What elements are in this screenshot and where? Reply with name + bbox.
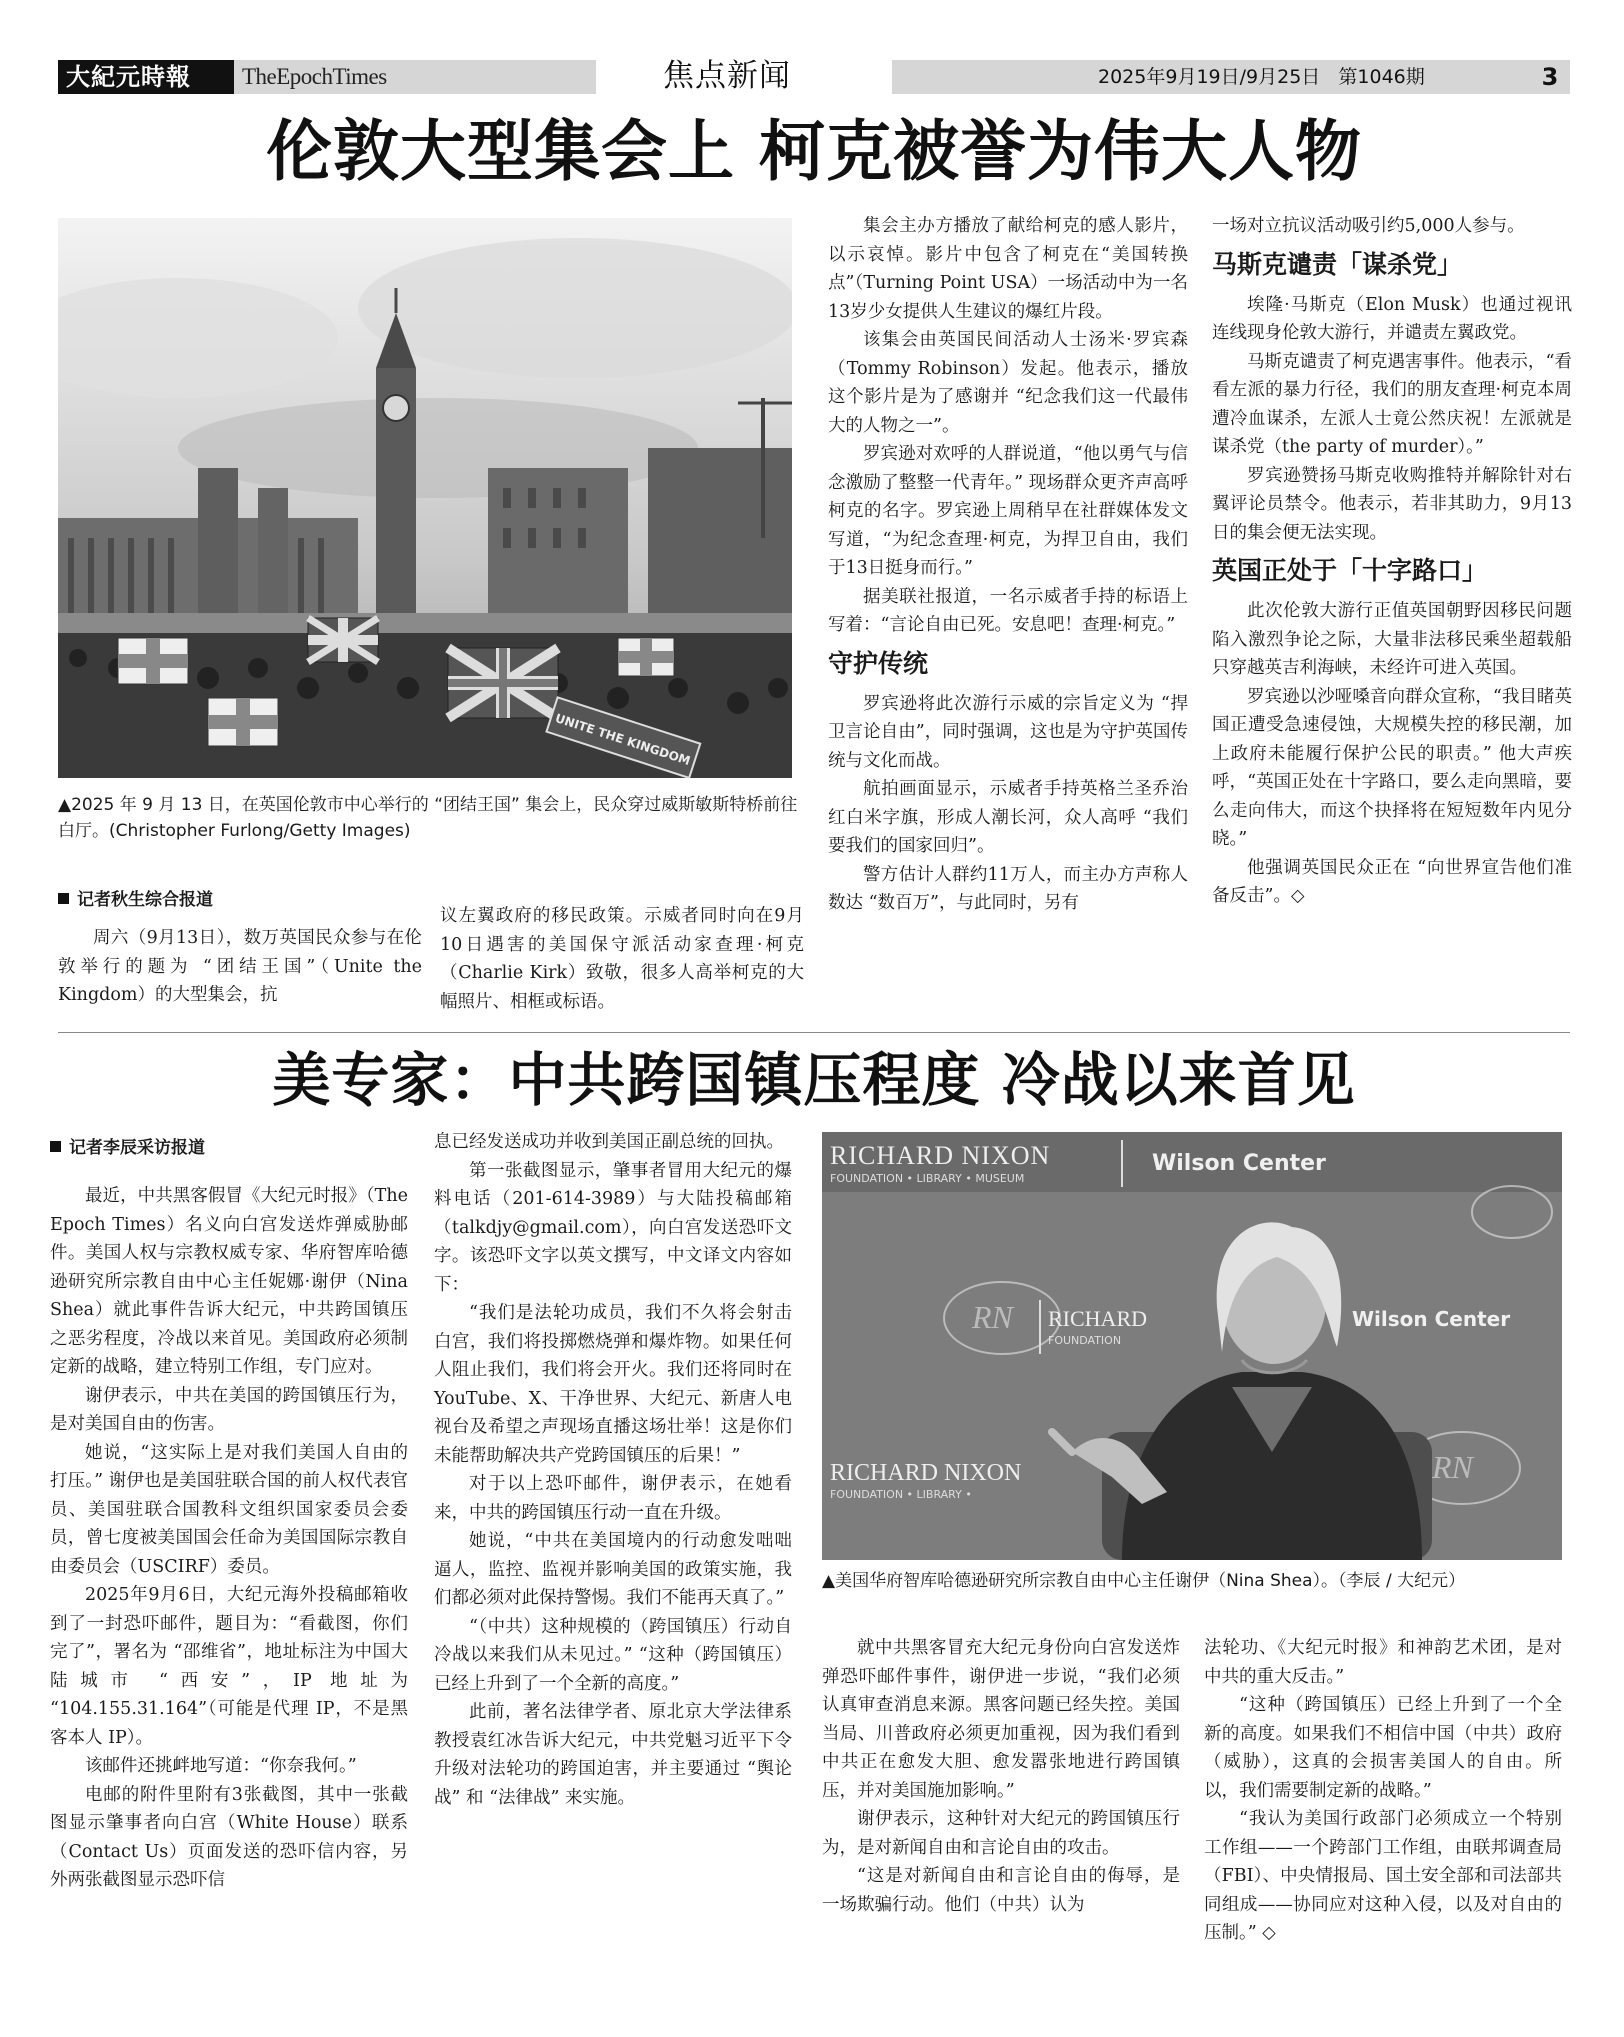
section-title: 焦点新闻 <box>663 58 791 94</box>
paragraph: 集会主办方播放了献给柯克的感人影片，以示哀悼。影片中包含了柯克在“美国转换点”（Turning Point USA）一场活动中为一名13岁少女提供人生建议的爆红片段。 <box>828 216 1188 322</box>
article2-col1 <box>50 1182 408 1895</box>
paragraph: 他强调英国民众正在 “向世界宣告他们准备反击”。◇ <box>1212 857 1572 906</box>
paragraph: 最近，中共黑客假冒《大纪元时报》（The Epoch Times）名义向白宫发送炸弹威胁邮件。美国人权与宗教权威专家、华府智库哈德逊研究所宗教自由中心主任妮娜·谢伊（Nina Shea）就此事件告诉大纪元，中共跨国镇压之恶劣程度，冷战以来首见。美国政府必须制定新的战略，建立特别工作组，专门应对。 <box>50 1186 408 1377</box>
paragraph: 周六（9月13日），数万英国民众参与在伦敦举行的题为 “团结王国”（Unite the Kingdom）的大型集会，抗 <box>58 928 422 1005</box>
paragraph: 马斯克谴责了柯克遇害事件。他表示，“看看左派的暴力行径，我们的朋友查理·柯克本周遭冷血谋杀，左派人士竟公然庆祝！左派就是谋杀党（the party of murder）。” <box>1212 351 1572 457</box>
paragraph: 第一张截图显示，肇事者冒用大纪元的爆料电话（201-614-3989）与大陆投稿邮箱（talkdjy@gmail.com），向白宫发送恐吓文字。该恐吓文字以英文撰写，中文译文内容如下： <box>434 1160 792 1295</box>
paragraph: 她说，“这实际上是对我们美国人自由的打压。” 谢伊也是美国驻联合国的前人权代表官员、美国驻联合国教科文组织国家委员会委员，曾七度被美国国会任命为美国国际宗教自由委员会（USCIRF）委员。 <box>50 1442 408 1577</box>
paragraph: 警方估计人群约11万人，而主办方声称人数达 “数百万”，与此同时，另有 <box>828 864 1188 913</box>
paragraph: “我们是法轮功成员，我们不久将会射击白宫，我们将投掷燃烧弹和爆炸物。如果任何人阻止我们，我们将会开火。我们还将同时在 YouTube、X、干净世界、大纪元、新唐人电视台及希望之声现场直播这场壮举！这是你们未能帮助解决共产党跨国镇压的后果！” <box>434 1303 792 1466</box>
article1-col2 <box>440 902 804 1016</box>
paragraph: 对于以上恐吓邮件，谢伊表示，在她看来，中共的跨国镇压行动一直在升级。 <box>434 1474 792 1523</box>
paragraph: 该集会由英国民间活动人士汤米·罗宾森（Tommy Robinson）发起。他表示，播放这个影片是为了感谢并 “纪念我们这一代最伟大的人物之一”。 <box>828 330 1188 436</box>
paragraph: 此前，著名法律学者、原北京大学法律系教授袁红冰告诉大纪元，中共党魁习近平下令升级对法轮功的跨国迫害，并主要通过 “舆论战” 和 “法律战” 来实施。 <box>434 1702 792 1808</box>
paragraph: 2025年9月6日，大纪元海外投稿邮箱收到了一封恐吓邮件，题目为：“看截图，你们完了”，署名为 “邵维省”，地址标注为中国大陆城市 “西安”，IP 地址为 “104.155.31.164”（可能是代理 IP，不是黑客本人 IP）。 <box>50 1585 408 1748</box>
subhead-musk: 马斯克谴责「谋杀党」 <box>1212 249 1463 279</box>
article2-byline-text: 记者李辰采访报道 <box>69 1138 205 1158</box>
byline-square-icon <box>50 1141 61 1152</box>
paragraph: “这种（跨国镇压）已经上升到了一个全新的高度。如果我们不相信中国（中共）政府（威胁），这真的会损害美国人的自由。所以，我们需要制定新的战略。” <box>1204 1695 1562 1801</box>
byline-square-icon <box>58 893 69 904</box>
rally-photo-illustration <box>58 218 792 778</box>
rally-photo <box>58 218 792 778</box>
banner-nixon-bottom-sub: FOUNDATION • LIBRARY • <box>830 1488 972 1501</box>
article1-byline <box>58 886 418 914</box>
article2-col4 <box>1204 1634 1562 1948</box>
banner-richard-mid-sub: FOUNDATION <box>1048 1334 1122 1347</box>
paragraph: 谢伊表示，中共在美国的跨国镇压行为，是对美国自由的伤害。 <box>50 1385 408 1434</box>
banner-wilson-mid: Wilson Center <box>1352 1307 1511 1331</box>
paragraph: 息已经发送成功并收到美国正副总统的回执。 <box>434 1132 784 1152</box>
paragraph: 罗宾逊赞扬马斯克收购推特并解除针对右翼评论员禁令。他表示，若非其助力，9月13日的集会便无法实现。 <box>1212 465 1572 543</box>
paragraph: 她说，“中共在美国境内的行动愈发咄咄逼人，监控、监视并影响美国的政策实施，我们都必须对此保持警惕。我们不能再天真了。” <box>434 1531 792 1608</box>
paragraph: 罗宾逊以沙哑嗓音向群众宣称，“我目睹英国正遭受急速侵蚀，大规模失控的移民潮，加上政府未能履行保护公民的职责。” 他大声疾呼，“英国正处在十字路口，要么走向黑暗，要么走向伟大，而这个抉择将在短短数年内见分晓。” <box>1212 686 1572 849</box>
banner-richard-mid: RICHARD <box>1048 1306 1148 1331</box>
article2-col2 <box>434 1128 792 1812</box>
masthead <box>58 60 1570 96</box>
article2-col3 <box>822 1634 1180 1919</box>
banner-nixon-bottom: RICHARD NIXON <box>830 1460 1022 1486</box>
logo-en: TheEpochTimes <box>242 64 387 89</box>
paragraph: 法轮功、《大纪元时报》和神韵艺术团，是对中共的重大反击。” <box>1204 1638 1562 1687</box>
subhead-crossroads: 英国正处于「十字路口」 <box>1212 556 1488 585</box>
paragraph: 谢伊表示，这种针对大纪元的跨国镇压行为，是对新闻自由和言论自由的攻击。 <box>822 1809 1180 1858</box>
paragraph: “我认为美国行政部门必须成立一个特别工作组——一个跨部门工作组，由联邦调查局（FBI）、中央情报局、国土安全部和司法部共同组成——协同应对这种入侵，以及对自由的压制。” ◇ <box>1204 1809 1562 1943</box>
nina-shea-photo <box>822 1132 1562 1560</box>
article1-col4 <box>1212 212 1572 911</box>
rally-sign-text: UNITE THE KINGDOM <box>553 711 693 769</box>
nina-shea-photo-caption: ▲美国华府智库哈德逊研究所宗教自由中心主任谢伊（Nina Shea）。（李辰 / 大纪元） <box>822 1571 1466 1591</box>
article2-byline <box>50 1134 410 1162</box>
article1-byline-text: 记者秋生综合报道 <box>77 890 213 910</box>
paragraph: 就中共黑客冒充大纪元身份向白宫发送炸弹恐吓邮件事件，谢伊进一步说，“我们必须认真审查消息来源。黑客问题已经失控。美国当局、川普政府必须更加重视，因为我们看到中共正在愈发大胆、愈发嚣张地进行跨国镇压，并对美国施加影响。” <box>822 1638 1180 1801</box>
rally-photo-caption: ▲2025 年 9 月 13 日，在英国伦敦市中心举行的 “团结王国” 集会上，民众穿过威斯敏斯特桥前往白厅。(Christopher Furlong/Getty Images) <box>58 795 798 841</box>
paragraph: 此次伦敦大游行正值英国朝野因移民问题陷入激烈争论之际，大量非法移民乘坐超载船只穿越英吉利海峡，未经许可进入英国。 <box>1212 601 1572 678</box>
logo-cn: 大紀元時報 <box>66 62 191 91</box>
paragraph: “这是对新闻自由和言论自由的侮辱，是一场欺骗行动。他们（中共）认为 <box>822 1866 1180 1915</box>
paragraph: 一场对立抗议活动吸引约5,000人参与。 <box>1212 216 1525 236</box>
svg-text:RN: RN <box>972 1299 1013 1335</box>
subhead-tradition: 守护传统 <box>828 648 929 678</box>
paragraph: “（中共）这种规模的（跨国镇压）行动自冷战以来我们从未见过。” “这种（跨国镇压）已经上升到了一个全新的高度。” <box>434 1616 792 1694</box>
article1-col3 <box>828 212 1188 918</box>
paragraph: 电邮的附件里附有3张截图，其中一张截图显示肇事者向白宫（White House）联系（Contact Us）页面发送的恐吓信内容，另外两张截图显示恐吓信 <box>50 1784 408 1890</box>
article1-col1 <box>58 924 422 1010</box>
article-divider <box>58 1032 1570 1033</box>
nina-shea-photo-illustration <box>822 1132 1562 1560</box>
paragraph: 航拍画面显示，示威者手持英格兰圣乔治红白米字旗，形成人潮长河，众人高呼 “我们要我们的国家回归”。 <box>828 779 1188 856</box>
banner-nixon-top: RICHARD NIXON <box>830 1141 1051 1170</box>
paragraph: 罗宾逊对欢呼的人群说道，“他以勇气与信念激励了整整一代青年。” 现场群众更齐声高呼柯克的名字。罗宾逊上周稍早在社群媒体发文写道，“为纪念查理·柯克，为捍卫自由，我们于13日挺身而行。” <box>828 444 1188 578</box>
paragraph: 埃隆·马斯克（Elon Musk）也通过视讯连线现身伦敦大游行，并谴责左翼政党。 <box>1212 294 1572 343</box>
issue-info: 2025年9月19日/9月25日 第1046期 <box>1098 66 1425 88</box>
paragraph: 议左翼政府的移民政策。示威者同时向在9月10日遇害的美国保守派活动家查理·柯克（Charlie Kirk）致敬，很多人高举柯克的大幅照片、相框或标语。 <box>440 906 804 1012</box>
paragraph: 该邮件还挑衅地写道：“你奈我何。” <box>85 1756 357 1776</box>
article1-headline: 伦敦大型集会上 柯克被誉为伟大人物 <box>266 113 1362 190</box>
banner-wilson-top: Wilson Center <box>1152 1151 1326 1176</box>
svg-text:RN: RN <box>1432 1449 1473 1485</box>
banner-nixon-top-sub: FOUNDATION • LIBRARY • MUSEUM <box>830 1172 1025 1185</box>
paragraph: 罗宾逊将此次游行示威的宗旨定义为 “捍卫言论自由”，同时强调，这也是为守护英国传统与文化而战。 <box>828 693 1188 771</box>
paragraph: 据美联社报道，一名示威者手持的标语上写着：“言论自由已死。安息吧！查理·柯克。” <box>828 586 1188 635</box>
article2-headline: 美专家：中共跨国镇压程度 冷战以来首见 <box>272 1046 1356 1114</box>
page-number: 3 <box>1541 63 1559 91</box>
